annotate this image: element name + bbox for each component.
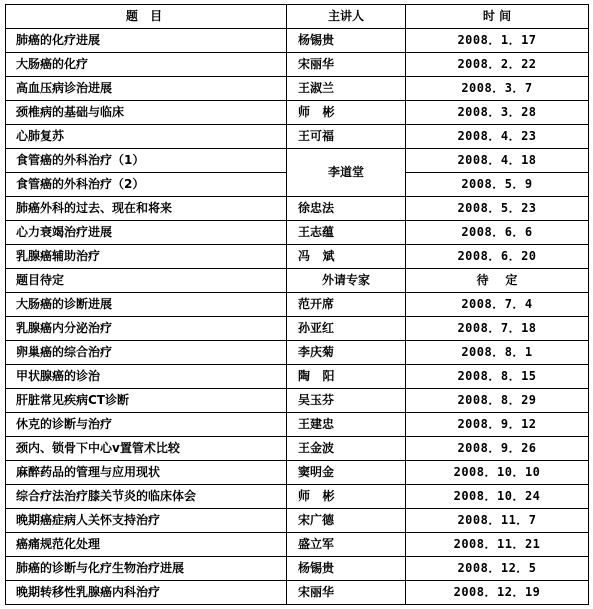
time-cell: 2008．5．9 [406,173,589,197]
topic-cell: 晚期癌症病人关怀支持治疗 [6,509,287,533]
topic-cell: 心力衰竭治疗进展 [6,221,287,245]
speaker-cell: 宋广德 [287,509,406,533]
topic-cell: 颈椎病的基础与临床 [6,101,287,125]
topic-cell: 休克的诊断与治疗 [6,413,287,437]
speaker-cell: 王建忠 [287,413,406,437]
speaker-cell: 冯 斌 [287,245,406,269]
table-row [6,125,589,149]
table-row [6,221,589,245]
table-row [6,149,589,173]
table-row [6,101,589,125]
subheader-topic: 题目待定 [6,269,287,293]
speaker-cell: 陶 阳 [287,365,406,389]
table-row [6,389,589,413]
table-row [6,557,589,581]
table-row [6,365,589,389]
table-row [6,317,589,341]
table-row [6,29,589,53]
table-row [6,413,589,437]
speaker-cell: 王可福 [287,125,406,149]
speaker-cell: 徐忠法 [287,197,406,221]
topic-cell: 晚期转移性乳腺癌内科治疗 [6,581,287,605]
header-topic [6,5,287,29]
time-cell: 2008．8．15 [406,365,589,389]
table-row [6,53,589,77]
header-topic-label: 题 目 [125,9,167,23]
time-cell: 2008．3．7 [406,77,589,101]
time-cell: 2008．11．7 [406,509,589,533]
topic-cell: 肺癌的化疗进展 [6,29,287,53]
topic-cell: 大肠癌的化疗 [6,53,287,77]
table-row [6,245,589,269]
header-time: 时 间 [406,5,589,29]
time-cell: 2008．7．4 [406,293,589,317]
table-row [6,581,589,605]
time-cell: 2008．6．6 [406,221,589,245]
lecture-schedule-table [5,4,589,605]
time-cell: 2008．12．5 [406,557,589,581]
time-cell: 2008．4．18 [406,149,589,173]
speaker-cell: 盛立军 [287,533,406,557]
time-cell: 2008．1．17 [406,29,589,53]
table-row [6,533,589,557]
speaker-cell: 范开席 [287,293,406,317]
time-cell: 2008．11．21 [406,533,589,557]
speaker-cell: 吴玉芬 [287,389,406,413]
speaker-cell: 王志蕴 [287,221,406,245]
table-row [6,437,589,461]
table-row [6,77,589,101]
topic-cell: 肝脏常见疾病CT诊断 [6,389,287,413]
table-row [6,293,589,317]
table-subheader-row [6,269,589,293]
time-cell: 2008．6．20 [406,245,589,269]
table-row [6,485,589,509]
subheader-speaker: 外请专家 [287,269,406,293]
speaker-cell: 杨锡贵 [287,557,406,581]
topic-cell: 甲状腺癌的诊治 [6,365,287,389]
speaker-cell: 王淑兰 [287,77,406,101]
topic-cell: 乳腺癌内分泌治疗 [6,317,287,341]
speaker-cell-merged: 李道堂 [287,149,406,197]
time-cell: 2008．4．23 [406,125,589,149]
topic-cell: 卵巢癌的综合治疗 [6,341,287,365]
topic-cell: 综合疗法治疗膝关节炎的临床体会 [6,485,287,509]
topic-cell: 肺癌的诊断与化疗生物治疗进展 [6,557,287,581]
speaker-cell: 师 彬 [287,485,406,509]
time-cell: 2008．10．10 [406,461,589,485]
speaker-cell: 宋丽华 [287,53,406,77]
topic-cell: 食管癌的外科治疗（1） [6,149,287,173]
speaker-cell: 孙亚红 [287,317,406,341]
speaker-cell: 杨锡贵 [287,29,406,53]
table-row [6,509,589,533]
topic-cell: 大肠癌的诊断进展 [6,293,287,317]
topic-cell: 肺癌外科的过去、现在和将来 [6,197,287,221]
topic-cell: 癌痛规范化处理 [6,533,287,557]
speaker-cell: 李庆菊 [287,341,406,365]
topic-cell: 乳腺癌辅助治疗 [6,245,287,269]
table-row [6,461,589,485]
time-cell: 2008．2．22 [406,53,589,77]
time-cell: 2008．10．24 [406,485,589,509]
time-cell: 2008．9．26 [406,437,589,461]
table-header-row [6,5,589,29]
topic-cell: 心肺复苏 [6,125,287,149]
topic-cell: 食管癌的外科治疗（2） [6,173,287,197]
time-cell: 2008．3．28 [406,101,589,125]
time-cell: 2008．8．1 [406,341,589,365]
speaker-cell: 王金波 [287,437,406,461]
table-row [6,341,589,365]
time-cell: 2008．9．12 [406,413,589,437]
speaker-cell: 宋丽华 [287,581,406,605]
topic-cell: 颈内、锁骨下中心v置管术比较 [6,437,287,461]
time-cell: 2008．8．29 [406,389,589,413]
topic-cell: 高血压病诊治进展 [6,77,287,101]
speaker-cell: 窦明金 [287,461,406,485]
time-cell: 2008．5．23 [406,197,589,221]
header-speaker: 主讲人 [287,5,406,29]
speaker-cell: 师 彬 [287,101,406,125]
topic-cell: 麻醉药品的管理与应用现状 [6,461,287,485]
time-cell: 2008．7．18 [406,317,589,341]
time-cell: 2008．12．19 [406,581,589,605]
subheader-time: 待 定 [406,269,589,293]
table-row [6,197,589,221]
